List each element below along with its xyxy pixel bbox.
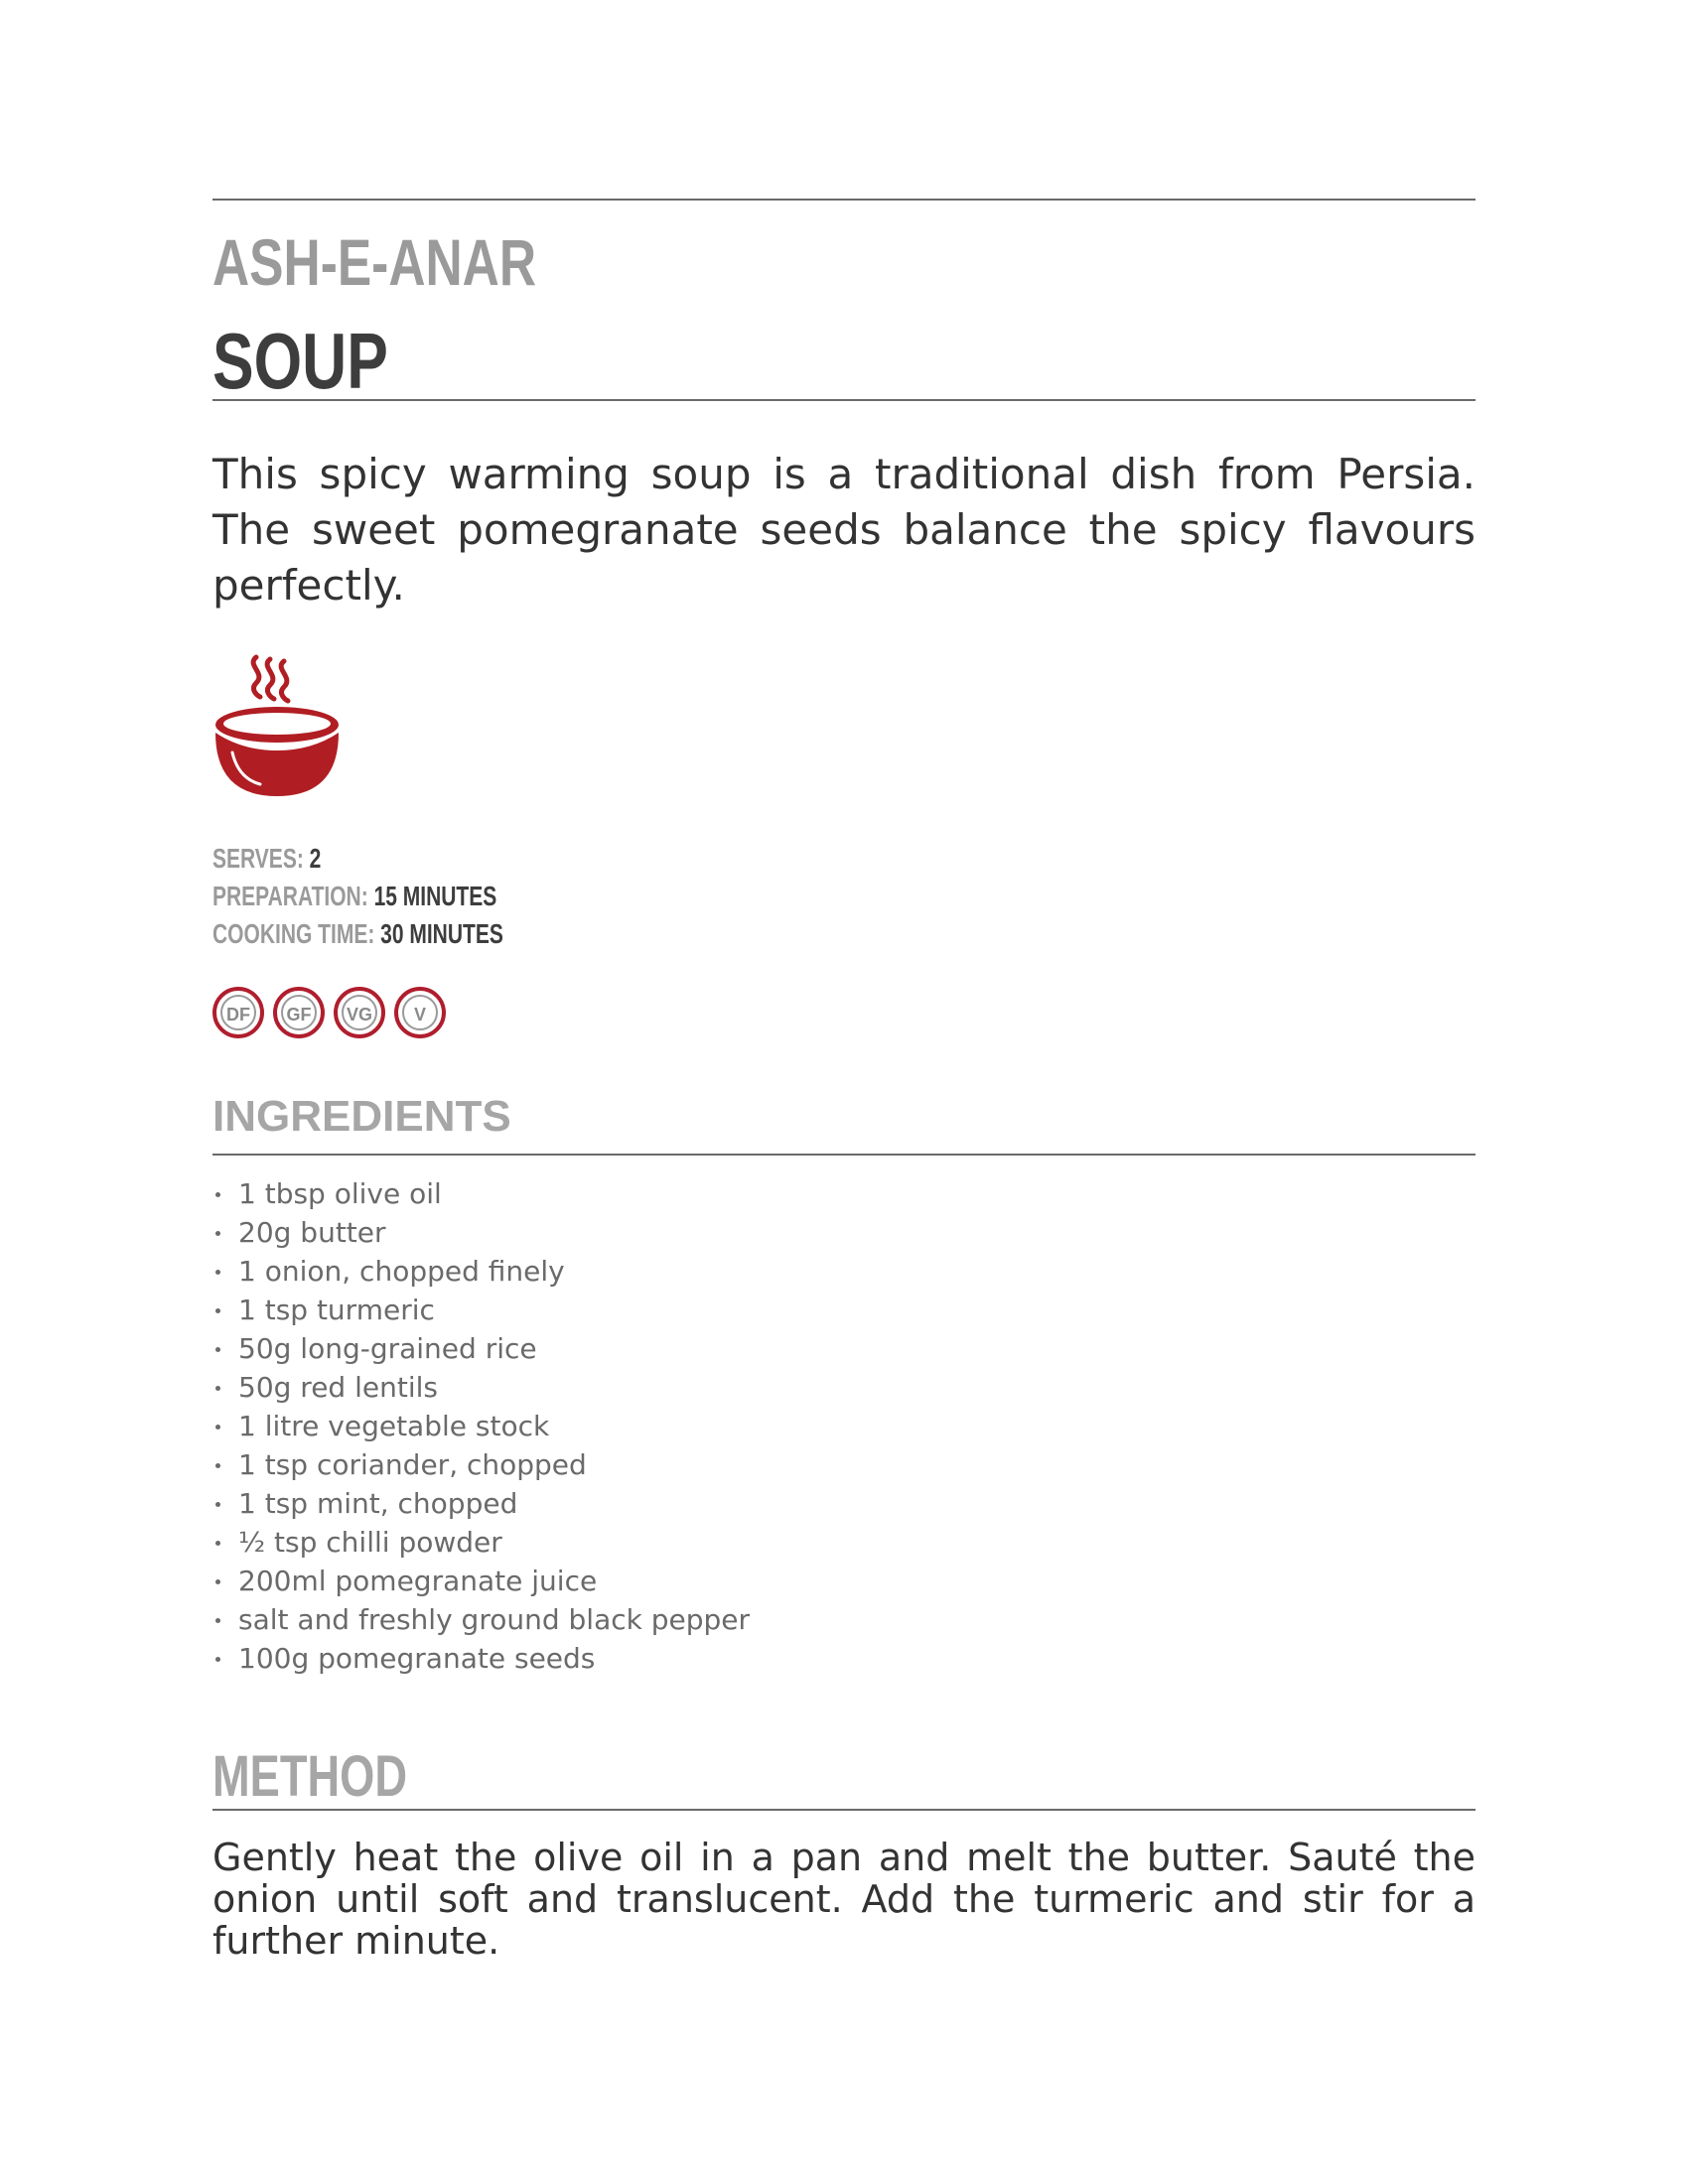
method-text: Gently heat the olive oil in a pan and melt the butter. Sauté the onion until soft and translucent. Add the turmeric and stir for a further minute. [212, 1836, 1476, 1963]
fact-label: COOKING TIME: [212, 918, 375, 949]
dairy-free-badge [212, 987, 264, 1038]
recipe-title-line1: ASH-E-ANAR [212, 225, 537, 299]
fact-label: PREPARATION: [212, 881, 368, 911]
ingredient-item: salt and freshly ground black pepper [212, 1600, 750, 1639]
ingredient-item: 200ml pomegranate juice [212, 1562, 750, 1600]
badge-label: VG [342, 995, 377, 1030]
ingredient-item: 50g long-grained rice [212, 1329, 750, 1368]
ingredients-heading: INGREDIENTS [212, 1092, 511, 1141]
ingredient-item: 50g red lentils [212, 1368, 750, 1407]
ingredient-item: 1 tsp turmeric [212, 1291, 750, 1329]
fact-preparation [212, 878, 600, 915]
ingredient-item: 1 onion, chopped finely [212, 1252, 750, 1291]
method-divider [212, 1809, 1476, 1811]
fact-value: 2 [309, 843, 322, 874]
badge-label: DF [220, 995, 256, 1030]
title-divider [212, 399, 1476, 401]
badge-label: V [402, 995, 438, 1030]
soup-bowl-icon [212, 653, 342, 800]
recipe-facts [212, 840, 600, 953]
ingredient-item: 20g butter [212, 1213, 750, 1252]
ingredients-divider [212, 1154, 1476, 1156]
fact-cooking-time [212, 915, 600, 953]
ingredients-list [212, 1174, 750, 1678]
top-divider [212, 199, 1476, 201]
ingredient-item: 1 tsp coriander, chopped [212, 1445, 750, 1484]
fact-label: SERVES: [212, 843, 304, 874]
ingredient-item: 1 tsp mint, chopped [212, 1484, 750, 1523]
badge-label: GF [281, 995, 317, 1030]
ingredient-item: 100g pomegranate seeds [212, 1639, 750, 1678]
vegan-badge [334, 987, 385, 1038]
diet-badges [212, 987, 446, 1038]
fact-serves [212, 840, 600, 878]
vegetarian-badge [394, 987, 446, 1038]
method-heading: METHOD [212, 1744, 408, 1809]
fact-value: 30 MINUTES [380, 918, 503, 949]
ingredient-item: ½ tsp chilli powder [212, 1523, 750, 1562]
fact-value: 15 MINUTES [373, 881, 497, 911]
ingredient-item: 1 litre vegetable stock [212, 1407, 750, 1445]
gluten-free-badge [273, 987, 325, 1038]
ingredient-item: 1 tbsp olive oil [212, 1174, 750, 1213]
recipe-title-line2: SOUP [212, 317, 388, 405]
recipe-intro: This spicy warming soup is a traditional dish from Persia. The sweet pomegranate seeds balance the spicy flavours perfectly. [212, 450, 1476, 610]
